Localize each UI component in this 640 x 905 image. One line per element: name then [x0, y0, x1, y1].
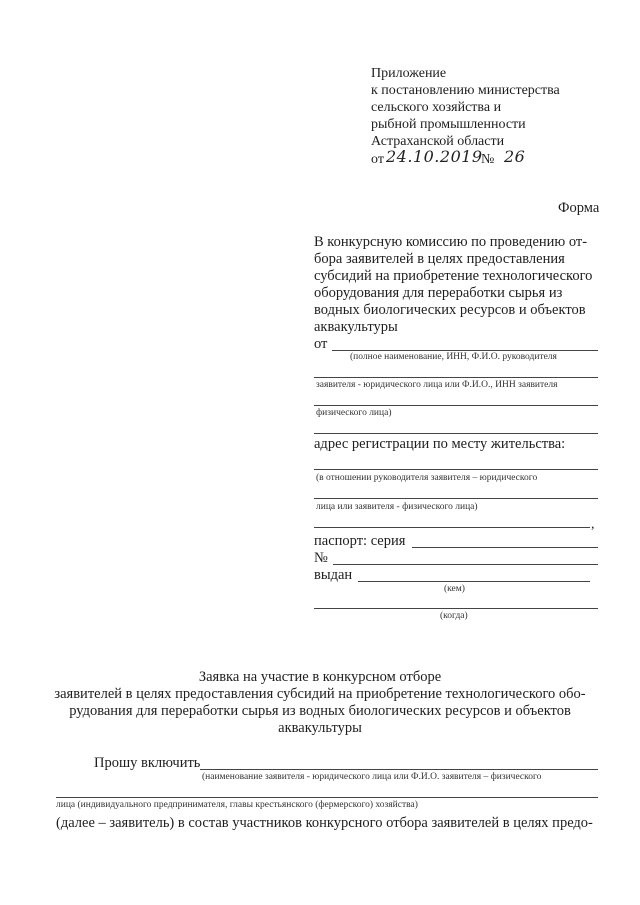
hint-address-physical: лица или заявителя - физического лица) [316, 502, 478, 512]
issued-date-line [314, 608, 598, 609]
applicant-line-3 [314, 405, 598, 406]
passport-series-label: паспорт: серия [314, 533, 406, 549]
appendix-line-5: Астраханской области [371, 134, 505, 149]
appendix-number-sign: № [481, 152, 495, 167]
applicant-name-line-2 [56, 797, 598, 798]
from-label: от [314, 336, 328, 352]
title-line-3: рудования для переработки сырья из водных биологических ресурсов и объектов [69, 703, 571, 719]
passport-number-line [333, 564, 598, 565]
appendix-line-1: Приложение [371, 66, 447, 81]
applicant-line-4 [314, 433, 598, 434]
addressee-line-4: оборудования для переработки сырья из [314, 285, 563, 301]
from-line [332, 350, 598, 351]
appendix-number-handwritten: 26 [504, 147, 526, 166]
addressee-line-6: аквакультуры [314, 319, 398, 335]
form-label: Форма [558, 200, 600, 216]
addressee-line-1: В конкурсную комиссию по проведению от- [314, 234, 588, 250]
hint-applicant-type: лица (индивидуального предпринимателя, главы крестьянского (фермерского) хозяйства) [56, 800, 418, 810]
hint-applicant-legal: заявителя - юридического лица или Ф.И.О., ИНН заявителя [316, 380, 558, 390]
hint-physical-person: физического лица) [316, 408, 392, 418]
appendix-line-4: рыбной промышленности [371, 117, 526, 132]
address-line-1 [314, 469, 598, 470]
addressee-line-3: субсидий на приобретение технологического [314, 268, 593, 284]
appendix-line-2: к постановлению министерства [371, 83, 560, 98]
address-line-3 [314, 527, 590, 528]
appendix-date-handwritten: 24.10.2019 [386, 147, 483, 166]
title-line-1: Заявка на участие в конкурсном отборе [198, 669, 442, 685]
hint-issued-by: (кем) [444, 584, 465, 594]
hint-address-legal: (в отношении руководителя заявителя – юридического [316, 473, 538, 483]
title-line-2: заявителей в целях предоставления субсидий на приобретение технологического обо- [54, 686, 586, 702]
hint-issued-when: (когда) [440, 611, 468, 621]
issued-by-label: выдан [314, 567, 353, 583]
applicant-line-2 [314, 377, 598, 378]
passport-series-line [412, 547, 598, 548]
hint-applicant-name: (наименование заявителя - юридического лица или Ф.И.О. заявителя – физического [202, 772, 542, 782]
applicant-name-line [200, 769, 598, 770]
address-comma: , [591, 517, 595, 532]
appendix-date-prefix: от [371, 152, 384, 167]
continuation-text: (далее – заявитель) в состав участников конкурсного отбора заявителей в целях предо- [56, 815, 593, 831]
addressee-line-2: бора заявителей в целях предоставления [314, 251, 565, 267]
issued-by-line [358, 581, 590, 582]
request-label: Прошу включить [94, 755, 201, 771]
addressee-line-5: водных биологических ресурсов и объектов [314, 302, 586, 318]
address-label: адрес регистрации по месту жительства: [314, 436, 566, 452]
appendix-line-3: сельского хозяйства и [371, 100, 502, 115]
hint-full-name: (полное наименование, ИНН, Ф.И.О. руководителя [350, 352, 557, 362]
title-line-4: аквакультуры [278, 720, 362, 736]
address-line-2 [314, 498, 598, 499]
passport-number-label: № [314, 550, 328, 566]
